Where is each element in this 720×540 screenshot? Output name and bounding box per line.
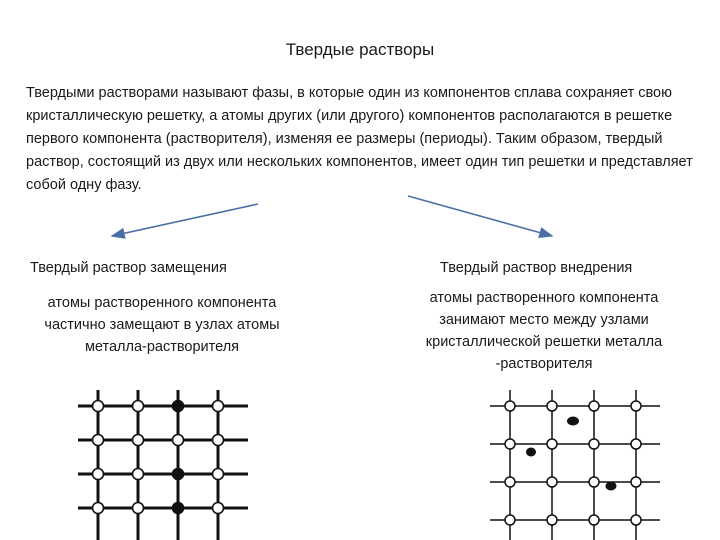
solvent-atom: [589, 401, 599, 411]
substitution-heading: Твердый раствор замещения: [30, 260, 227, 276]
interstitial-heading: Твердый раствор внедрения: [440, 260, 633, 276]
solvent-atom: [93, 401, 104, 412]
solvent-atom: [505, 401, 515, 411]
solvent-atom: [93, 503, 104, 514]
solvent-atom: [93, 469, 104, 480]
solvent-atom: [173, 435, 184, 446]
solvent-atom: [213, 435, 224, 446]
solvent-atom: [213, 401, 224, 412]
solute-atom: [173, 503, 184, 514]
intro-paragraph: Твердыми растворами называют фазы, в которые один из компонентов сплава сохраняет свою кристаллическую решетку, а атомы других (или другого) компонентов располагаются в решетке первого компонента (растворителя), изменяя ее размеры (периоды). Таким образом, твердый раствор, состоящий из двух или нескольких компонентов, имеет один тип решетки и представляет собой одну фазу.: [26, 85, 693, 193]
solvent-atom: [547, 401, 557, 411]
slide-title: Твердые растворы: [285, 40, 435, 59]
substitution-lattice-diagram: [78, 390, 248, 540]
solvent-atom: [631, 401, 641, 411]
interstitial-solute-atom: [567, 417, 579, 426]
solvent-atom: [589, 515, 599, 525]
solvent-atom: [547, 439, 557, 449]
solvent-atom: [133, 401, 144, 412]
solvent-atom: [547, 477, 557, 487]
arrow-to-substitution: [112, 204, 258, 236]
interstitial-solute-atom: [606, 482, 617, 491]
substitution-description: атомы растворенного компонента частично замещают в узлах атомы металла-растворителя: [44, 295, 280, 355]
solvent-atom: [505, 515, 515, 525]
solute-atom: [173, 469, 184, 480]
interstitial-lattice-diagram: [490, 390, 660, 540]
interstitial-description: атомы растворенного компонента занимают место между узлами кристаллической решетки металла -растворителя: [425, 290, 663, 372]
solvent-atom: [93, 435, 104, 446]
arrow-to-interstitial: [408, 196, 552, 236]
solvent-atom: [505, 477, 515, 487]
lattice-grid: [78, 390, 248, 540]
solute-atom: [173, 401, 184, 412]
solvent-atom: [631, 515, 641, 525]
solvent-atom: [631, 439, 641, 449]
interstitial-solute-atom: [526, 448, 536, 457]
solvent-atom: [213, 503, 224, 514]
solvent-atom: [589, 477, 599, 487]
solvent-atom: [547, 515, 557, 525]
solvent-atom: [133, 503, 144, 514]
solvent-atom: [631, 477, 641, 487]
solvent-atom: [213, 469, 224, 480]
solvent-atom: [589, 439, 599, 449]
solvent-atom: [133, 435, 144, 446]
solvent-atom: [505, 439, 515, 449]
solvent-atom: [133, 469, 144, 480]
